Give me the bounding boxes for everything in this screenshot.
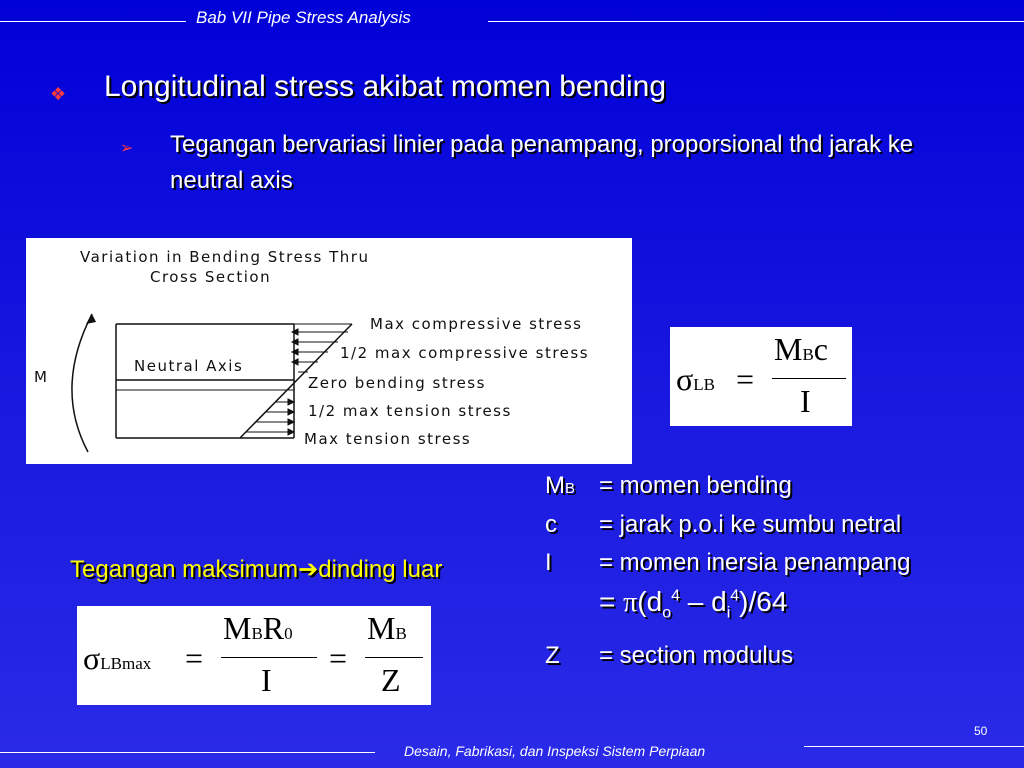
def-c-sym: c (545, 511, 557, 538)
formula1-num-m: M (774, 331, 803, 367)
formula-sigma-lb (670, 327, 852, 426)
def-i-sym: I (545, 549, 552, 576)
arrow-bullet-icon: ➢ (120, 140, 134, 157)
moment-label: M (34, 368, 49, 386)
bending-stress-figure (26, 238, 632, 464)
figure-title-line2: Cross Section (150, 268, 272, 286)
formula2-d1: I (261, 662, 272, 698)
neutral-axis-label: Neutral Axis (134, 357, 244, 375)
def-mb-sym: M (545, 472, 565, 499)
label-max-tension: Max tension stress (304, 430, 472, 448)
def-i-formula: = $\pi(d_o^4 - d_i^4)/64$ (599, 586, 788, 622)
header-title: Bab VII Pipe Stress Analysis (196, 8, 411, 27)
formula1-num-sub: B (802, 345, 814, 364)
def-mb-text: = momen bending (599, 472, 792, 499)
def-i-text: = momen inersia penampang (599, 549, 911, 576)
footer-line-right (804, 746, 1024, 747)
formula1-fraction-bar (772, 378, 846, 379)
formula2-n2-sub: B (395, 624, 407, 643)
label-zero-stress: Zero bending stress (308, 374, 486, 392)
formula2-d2: Z (381, 662, 401, 698)
formula2-n2-m: M (367, 610, 396, 646)
formula2-sigma: σ (83, 640, 101, 676)
formula2-n1-m: M (223, 610, 252, 646)
formula-sigma-lb-max (77, 606, 431, 705)
label-max-compressive: Max compressive stress (370, 315, 583, 333)
max-label-text: Tegangan maksimum (70, 556, 299, 583)
def-mb-sub: B (565, 480, 576, 497)
formula1-sub: LB (693, 375, 715, 394)
footer-title: Desain, Fabrikasi, dan Inspeksi Sistem Perpiaan (404, 743, 706, 759)
formula1-sigma: σ (676, 361, 694, 397)
slide-heading: Longitudinal stress akibat momen bending (104, 70, 667, 103)
page-number: 50 (974, 724, 988, 738)
formula1-eq: = (736, 361, 755, 397)
formula1-num-c: c (813, 331, 828, 367)
moment-arc (72, 314, 92, 452)
def-z-sym: Z (545, 642, 560, 669)
header-line-right (488, 21, 1024, 22)
formula2-eq1: = (185, 640, 204, 676)
formula2-n1-rsub: 0 (284, 624, 293, 643)
formula2-n1-sub: B (251, 624, 263, 643)
footer-line-left (0, 752, 375, 753)
formula1-den: I (800, 383, 811, 419)
label-half-tension: 1/2 max tension stress (308, 402, 512, 420)
def-z-text: = section modulus (599, 642, 794, 669)
diamond-bullet-icon: ❖ (50, 84, 67, 104)
sub-point: Tegangan bervariasi linier pada penampang, proporsional thd jarak ke neutral axis (170, 131, 914, 194)
formula2-n1-r: R (262, 610, 285, 646)
formula2-eq2: = (329, 640, 348, 676)
header-line-left (0, 21, 186, 22)
formula2-fraction-bar2 (365, 657, 423, 658)
formula2-sub: LB (100, 654, 122, 673)
def-c-text: = jarak p.o.i ke sumbu netral (599, 511, 902, 538)
formula2-subsub: max (121, 654, 152, 673)
max-stress-label (70, 555, 442, 584)
formula2-fraction-bar1 (221, 657, 317, 658)
label-half-compressive: 1/2 max compressive stress (340, 344, 590, 362)
max-label-tail: dinding luar (318, 556, 443, 583)
right-arrow-icon: ➔ (298, 556, 319, 583)
figure-title-line1: Variation in Bending Stress Thru (80, 248, 370, 266)
